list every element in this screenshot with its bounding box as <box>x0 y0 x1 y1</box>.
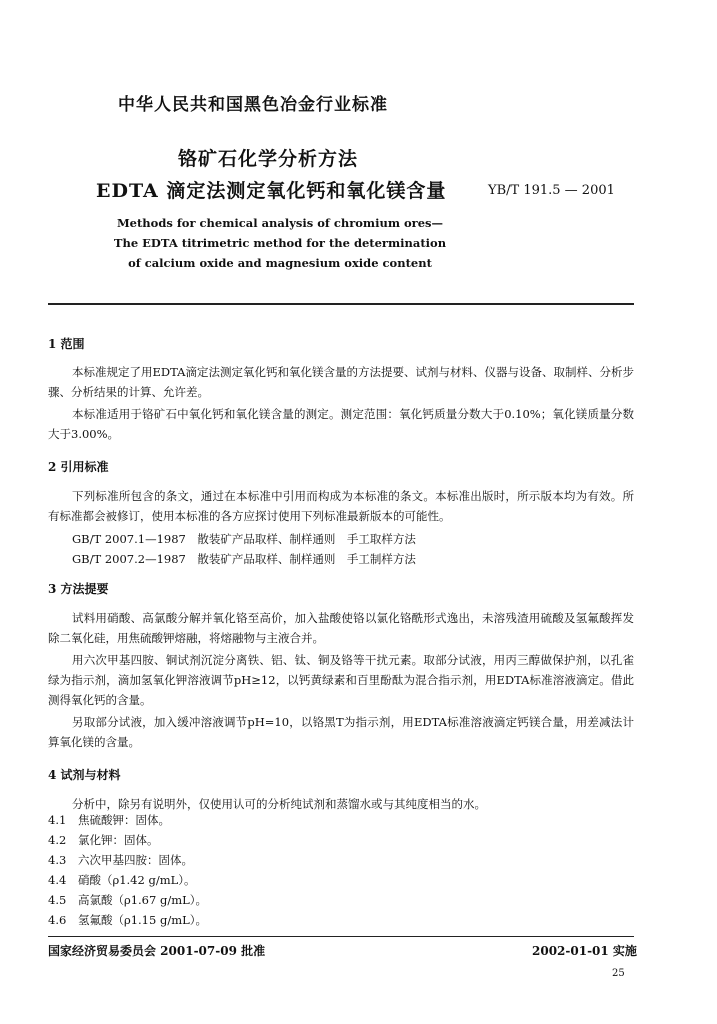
reagent-item <box>48 892 207 908</box>
page-number: 25 <box>612 968 625 979</box>
footer-divider <box>48 936 634 937</box>
reference-item: GB/T 2007.2—1987 散装矿产品取样、制样通则 手工制样方法 <box>72 552 416 566</box>
title-en-line1: Methods for chemical analysis of chromium ores— <box>116 216 444 230</box>
scope-paragraph-1: 本标准规定了用EDTA滴定法测定氧化钙和氧化镁含量的方法提要、试剂与材料、仪器与设备、取制样、分析步骤、分析结果的计算、允许差。 <box>48 365 634 399</box>
title-en-line3: of calcium oxide and magnesium oxide content <box>128 256 432 270</box>
reference-item: GB/T 2007.1—1987 散装矿产品取样、制样通则 手工取样方法 <box>72 532 416 546</box>
reagent-number: 4.6 <box>48 913 67 927</box>
title-cn-line1: 铬矿石化学分析方法 <box>178 148 359 170</box>
header-divider <box>48 303 634 305</box>
section-heading-references: 2 引用标准 <box>48 460 109 474</box>
references-paragraph: 下列标准所包含的条文，通过在本标准中引用而构成为本标准的条文。本标准出版时，所示版本均为有效。所有标准都会被修订，使用本标准的各方应探讨使用下列标准最新版本的可能性。 <box>48 489 634 523</box>
reagent-number: 4.3 <box>48 853 67 867</box>
reagent-item <box>48 872 196 888</box>
reagent-text: 氢氟酸（ρ1.15 g/mL）。 <box>77 913 208 927</box>
reagent-text: 焦硫酸钾：固体。 <box>77 813 170 827</box>
reagent-item <box>48 912 207 928</box>
reagent-number: 4.4 <box>48 873 67 887</box>
section-heading-principle: 3 方法提要 <box>48 582 109 596</box>
implementation-date: 2002-01-01 实施 <box>532 944 637 958</box>
approval-date: 国家经济贸易委员会 2001-07-09 批准 <box>48 944 266 958</box>
principle-paragraph-3: 另取部分试液，加入缓冲溶液调节pH=10，以铬黑T为指示剂，用EDTA标准溶液滴定钙镁合量，用差减法计算氧化镁的含量。 <box>48 715 634 749</box>
reagent-text: 六次甲基四胺：固体。 <box>77 853 193 867</box>
reagent-item <box>48 812 170 828</box>
title-cn-line2: EDTA 滴定法测定氧化钙和氧化镁含量 <box>96 180 447 202</box>
reagent-number: 4.5 <box>48 893 67 907</box>
reagent-text: 硝酸（ρ1.42 g/mL）。 <box>77 873 196 887</box>
reagent-number: 4.1 <box>48 813 67 827</box>
scope-paragraph-2: 本标准适用于铬矿石中氧化钙和氧化镁含量的测定。测定范围：氧化钙质量分数大于0.10%；氧化镁质量分数大于3.00%。 <box>48 407 634 441</box>
reagent-item <box>48 852 193 868</box>
reagent-text: 高氯酸（ρ1.67 g/mL）。 <box>77 893 208 907</box>
principle-paragraph-1: 试料用硝酸、高氯酸分解并氧化铬至高价，加入盐酸使铬以氯化铬酰形式逸出，未溶残渣用硫酸及氢氟酸挥发除二氧化硅，用焦硫酸钾熔融，将熔融物与主液合并。 <box>48 611 634 645</box>
reagent-text: 氯化钾：固体。 <box>77 833 159 847</box>
section-heading-scope: 1 范围 <box>48 337 85 351</box>
standard-code: YB/T 191.5 — 2001 <box>488 183 615 198</box>
reagents-paragraph: 分析中，除另有说明外，仅使用认可的分析纯试剂和蒸馏水或与其纯度相当的水。 <box>72 797 486 811</box>
principle-paragraph-2: 用六次甲基四胺、铜试剂沉淀分离铁、铝、钛、铜及铬等干扰元素。取部分试液，用丙三醇做保护剂，以孔雀绿为指示剂，滴加氢氧化钾溶液调节pH≥12，以钙黄绿素和百里酚酞为混合指示剂，用EDTA标准溶液滴定。借此测得氧化钙的含量。 <box>48 653 634 707</box>
reagent-number: 4.2 <box>48 833 67 847</box>
title-en-line2: The EDTA titrimetric method for the determination <box>113 236 447 250</box>
standard-category: 中华人民共和国黑色冶金行业标准 <box>118 95 388 115</box>
reagent-item <box>48 832 158 848</box>
section-heading-reagents: 4 试剂与材料 <box>48 768 121 782</box>
